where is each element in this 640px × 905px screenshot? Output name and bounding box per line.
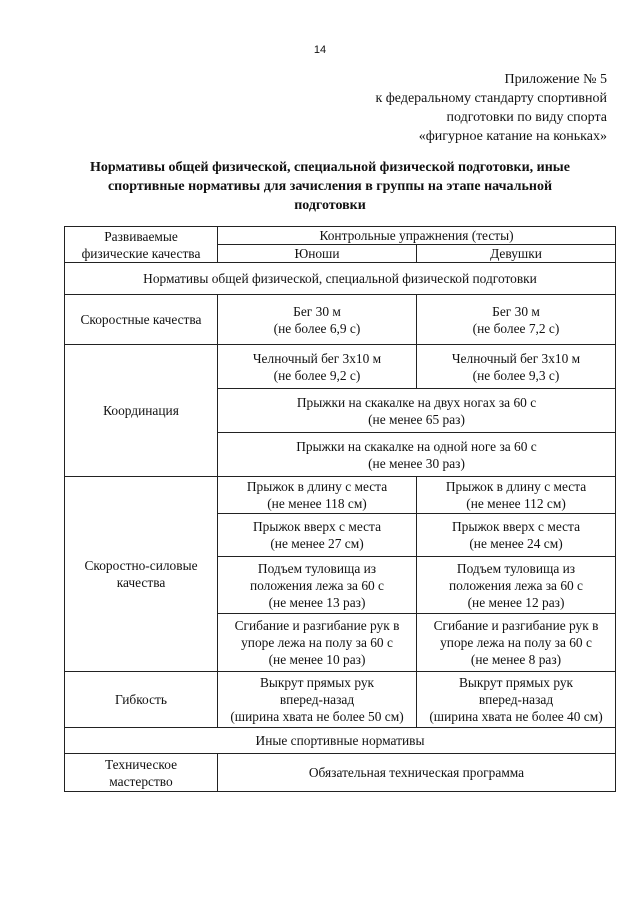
cell-line: Прыжок в длину с места <box>246 479 388 494</box>
appendix-line: к федеральному стандарту спортивной <box>375 91 607 106</box>
appendix-line: подготовки по виду спорта <box>446 110 607 125</box>
table-row <box>65 672 616 728</box>
header-boys-cell: Юноши <box>218 245 417 263</box>
norm-cell-shared <box>218 389 616 433</box>
title-line: спортивные нормативы для зачисления в группы на этапе начальной <box>107 179 553 194</box>
cell-line: Бег 30 м <box>492 303 540 319</box>
cell-line: вперед-назад <box>279 692 355 707</box>
norm-cell-shared: Обязательная техническая программа <box>218 754 616 792</box>
cell-line: Выкрут прямых рук <box>458 675 574 690</box>
norm-cell-girls <box>417 477 616 514</box>
cell-line: (не более 7,2 с) <box>472 320 560 336</box>
section-other-heading: Иные спортивные нормативы <box>65 728 616 754</box>
title-line: подготовки <box>294 198 366 213</box>
document-title <box>70 158 590 215</box>
table-row <box>65 263 616 295</box>
appendix-line: «фигурное катание на коньках» <box>418 129 607 144</box>
cell-line: (не менее 27 см) <box>270 536 364 551</box>
cell-line: Сгибание и разгибание рук в <box>433 618 599 633</box>
norm-cell-boys <box>218 514 417 557</box>
norm-cell-girls <box>417 614 616 672</box>
norm-cell-boys <box>218 295 417 345</box>
norm-cell-girls <box>417 514 616 557</box>
table-row <box>65 295 616 345</box>
table-row <box>65 477 616 514</box>
cell-line: мастерство <box>109 773 173 789</box>
quality-technical-cell <box>65 754 218 792</box>
cell-line: (не менее 10 раз) <box>268 652 366 667</box>
appendix-reference <box>307 70 607 146</box>
quality-speed-cell: Скоростные качества <box>65 295 218 345</box>
cell-line: (не менее 13 раз) <box>268 594 366 610</box>
quality-power-cell <box>65 477 218 672</box>
norm-cell-girls <box>417 345 616 389</box>
cell-line: вперед-назад <box>478 692 554 707</box>
quality-coordination-cell: Координация <box>65 345 218 477</box>
norm-cell-boys <box>218 672 417 728</box>
table-row <box>65 754 616 792</box>
cell-line: (не менее 65 раз) <box>368 411 465 427</box>
cell-line: (не менее 118 см) <box>267 496 367 511</box>
table-row <box>65 227 616 245</box>
header-exercises-cell: Контрольные упражнения (тесты) <box>218 227 616 245</box>
cell-line: Скоростно-силовые <box>84 558 198 573</box>
cell-line: (не более 9,2 с) <box>273 367 361 383</box>
cell-line: Техническое <box>104 756 178 772</box>
cell-line: Подъем туловища из <box>257 560 377 576</box>
table-row <box>65 728 616 754</box>
quality-flexibility-cell: Гибкость <box>65 672 218 728</box>
norm-cell-shared <box>218 433 616 477</box>
cell-line: (не менее 30 раз) <box>368 455 465 471</box>
appendix-line: Приложение № 5 <box>504 72 607 87</box>
norm-cell-boys <box>218 557 417 614</box>
cell-line: положения лежа за 60 с <box>249 577 385 593</box>
cell-line: (не более 6,9 с) <box>273 320 361 336</box>
cell-line: Развиваемые <box>104 228 178 244</box>
norm-cell-boys <box>218 614 417 672</box>
cell-line: (не более 9,3 с) <box>472 367 560 383</box>
cell-line: (не менее 12 раз) <box>467 594 565 610</box>
cell-line: Челночный бег 3х10 м <box>252 350 382 366</box>
cell-line: Челночный бег 3х10 м <box>451 350 581 366</box>
norm-cell-girls <box>417 672 616 728</box>
header-girls-cell: Девушки <box>417 245 616 263</box>
cell-line: качества <box>116 575 166 590</box>
cell-line: Прыжки на скакалке на двух ногах за 60 с <box>296 394 537 410</box>
cell-line: положения лежа за 60 с <box>448 577 584 593</box>
header-qualities-cell <box>65 227 218 263</box>
cell-line: (ширина хвата не более 40 см) <box>429 709 603 724</box>
section-general-heading: Нормативы общей физической, специальной физической подготовки <box>65 263 616 295</box>
cell-line: упоре лежа на полу за 60 с <box>241 635 393 650</box>
cell-line: Выкрут прямых рук <box>259 675 375 690</box>
norm-cell-girls <box>417 295 616 345</box>
cell-line: Прыжок вверх с места <box>451 519 581 534</box>
cell-line: (не менее 112 см) <box>466 496 566 511</box>
cell-line: (не менее 24 см) <box>469 536 563 551</box>
title-line: Нормативы общей физической, специальной физической подготовки, иные <box>90 160 570 175</box>
cell-line: (не менее 8 раз) <box>470 652 562 667</box>
cell-line: (ширина хвата не более 50 см) <box>230 709 404 724</box>
cell-line: Сгибание и разгибание рук в <box>234 618 400 633</box>
cell-line: Прыжок вверх с места <box>252 519 382 534</box>
cell-line: Бег 30 м <box>293 303 341 319</box>
table-row <box>65 345 616 389</box>
cell-line: Прыжки на скакалке на одной ноге за 60 с <box>296 438 537 454</box>
cell-line: физические качества <box>81 245 201 261</box>
norm-cell-boys <box>218 477 417 514</box>
cell-line: Прыжок в длину с места <box>445 479 587 494</box>
cell-line: Подъем туловища из <box>456 560 576 576</box>
standards-table <box>64 226 616 792</box>
page-number: 14 <box>313 44 327 56</box>
norm-cell-boys <box>218 345 417 389</box>
cell-line: упоре лежа на полу за 60 с <box>440 635 592 650</box>
norm-cell-girls <box>417 557 616 614</box>
